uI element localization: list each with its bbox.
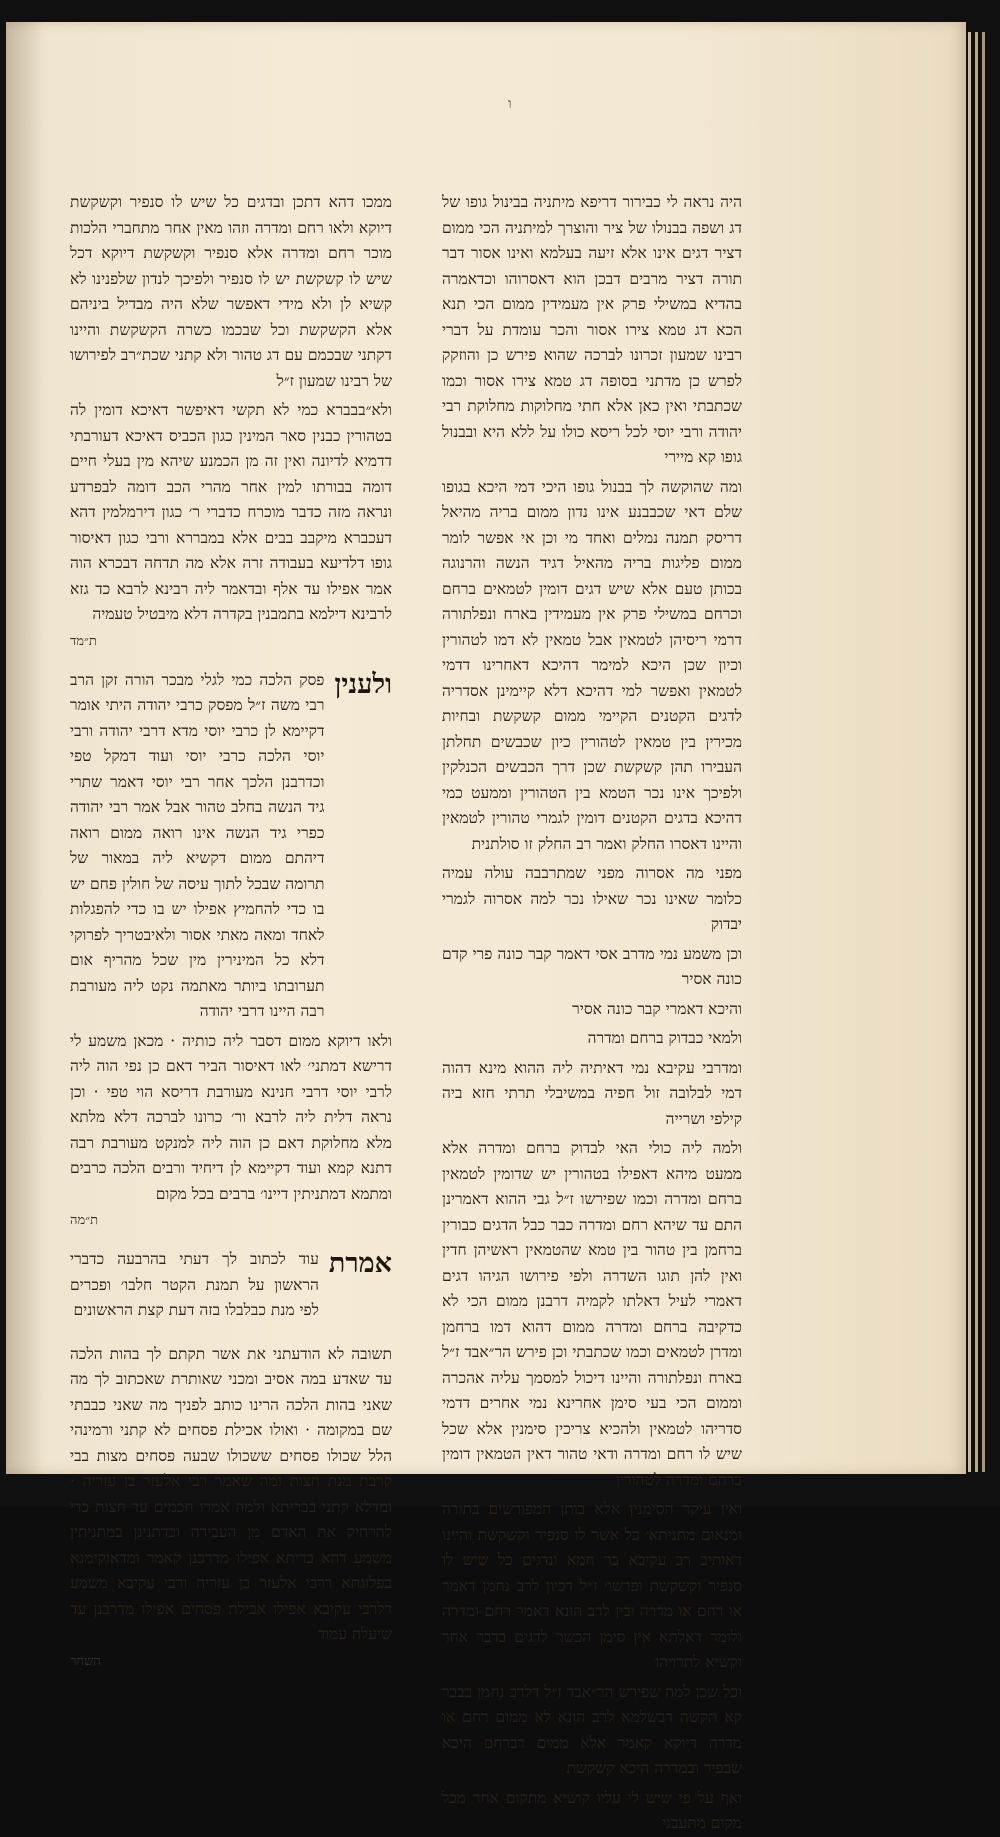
paragraph: ומדרבי עקיבא נמי דאיתיה ליה ההוא מינא דהוה דמי לבלובה זול חפיה במשיבלי תרתי חזא ביה קילפי ושרייה bbox=[442, 1058, 742, 1128]
gutter-shadow bbox=[6, 22, 46, 1474]
paragraph: וכל שכן למה שפירש הר״אבד ז״ל דלרב נחמן בבבר קא תקשה דבשלמא לרב הונא לא ממום רחם או מדרה דיוקא קאמר אלא ממום דברחם היכא שבפיר ובמדרה היכא קשקשת bbox=[442, 1682, 742, 1777]
paragraph: וכן משמע נמי מדרב אסי דאמר קבר כונה פרי קדם כונה אסיר bbox=[442, 944, 742, 988]
paragraph: ולמה ליה כולי האי לבדוק ברחם ומדרה אלא ממעט מיהא דאפילו בטהורין יש שדומין לטמאין ברחם ומדרה וכמו שפירשו ז״ל גבי ההוא דאמרינן התם עד שיהא רחם ומדרה כבר כבל הדגים כבורין ברחמן בין טהור בין טמא שהטמאין ראשיהן חדין ואין להן תוגו השדרה ולפי פירושו הגיהו דגים דאמרי לעיל דאלתו לקמיה דרבנן ממום הכי לא כדקיבה ברחם ומדרה ממום דהוא דמו ברחמן ומדרן לטמאים וכמו שכתבתי וכן פירש הר״אבד ז״ל בארח ונפלתורה והיינו דיכול למסמך עליה אהכרה וממום הכי בעי סימן אחרינא נמי אחרים דדמי סדריהו לטמאין ולהכיא צריכין סימנין אלא שכל שיש לו רחם ומדרה ודאי טהור דאין הטמאין דומין ברחם ומדרה לטהורין bbox=[442, 1139, 742, 1489]
catchword: ת״מה bbox=[70, 1213, 99, 1228]
paragraph: ולא״בבברא כמי לא תקשי דאיפשר דאיכא דומין לה בטהורין כבנין סאר המינין כגון הכביס דאיכא דעורבתי דדמיא לדיונה ואין זה מן הכמנע שיהא מין בעלי חיים דומה בבורתו למין אחר מהרי הכב דומה לבפרדע ונראה מזה כדבר מוכרח כדברי ר׳ כגון דירמלמין דהא דעכברא מיקבב בבים אלא במבררא ורבי כגון דאיסור גופו דלדיעא בעבודה זרה אלא מה תדחה דבכרא הוה אמר אפילו עד אלף ובדאמר ליה רבינא לרבא כד גזא לרבינא דילמא בתמבנין בקדרה דלא מיבטיל טעמיה bbox=[70, 401, 392, 623]
paragraph: עוד לכתוב לך דעתי בהרבעה כדברי הראשון על תמנת הקטר חלבו׳ ופכרים לפי מנת כבלבלו בזה דעת קצת הראשונים bbox=[70, 1250, 319, 1319]
catchword: ת״מד bbox=[70, 633, 97, 649]
paragraph: ולמאי כבדוק ברחם ומדרה bbox=[587, 1029, 742, 1047]
opening-word: אמרת bbox=[328, 1248, 392, 1279]
section-amarta bbox=[70, 1247, 392, 1328]
section-veleinyan bbox=[70, 668, 392, 1029]
paragraph: והיכא דאמרי קבר כונה אסיר bbox=[572, 999, 742, 1018]
page-edge bbox=[975, 32, 978, 1472]
paragraph: ולאו דיוקא ממום דסבר ליה כותיה · מכאן משמע לי דרישא דמתני׳ לאו דאיסור הביר דאם כן נפי הוה ליה לרבי יוסי דרבי חנינא מעורבת דריסא הוי טפי · וכן נראה דלית ליה לרבא ור׳ כרונו לברכה דלא מלתא מלא מחלוקת דאם כן הוה ליה למנקט מעורבת רבה דתנא קמא ועוד דקיימא לן דיחיד ורבים הלכה כרבים ומתמא דמתניתין דיינו׳ ברבים בכל מקום bbox=[70, 1031, 392, 1203]
paragraph: ואף על פי שיש לי עליו קושיא מתקום אחר מכל מקום מתעבני bbox=[442, 1788, 742, 1832]
opening-word: ולענין bbox=[334, 668, 392, 700]
paragraph: מפני מה אסרוה מפני שמתרבבה עולה עמיה כלומר שאינו נכר שאילו נכר למה אסרוה לגמרי יבדוק bbox=[442, 864, 742, 933]
paragraph: תשובה לא הודעתני את אשר תקתם לך בהות הלכה עד שאדע במה אסיב ומכני שאותרת שאכתוב לך מה שאני בהות הלכה הרינו כותב לפניך מה שאני כבבתי שם במקומה · ואולו אכילת פסחים לא קתני ורמינהי הלל שכולו פסחים ששכולו שבעה פסחים מצות בבי קרבת מנת חצות ומה שאמר רבי אלעזר בן עזריה · ומדלא קתני בבריתא ולמה אמרו חכמים עד חצות כדי להרחיק את האדם מן העבירה וכדתנינן במתניתין משמע דהא בריתא אפילו מדרבנן קאמר ומדאוקימנא בפלוגתא דרבי אלעזר בן עזריה ורבי עקיבא משמע דלרבי עקיבא אפילו אכילת פסחים אפילו מדרבנן עד שיעלה עמוד bbox=[70, 1344, 392, 1643]
right-text-column bbox=[442, 190, 742, 1832]
paragraph: היה נראה לי כבירור דריפא מיתניה בבינול גופו של דג ושפה בבנולו של ציר והוצרך למיתניה הכי ממום דציר דגים אינו אלא זיעה בעלמא ואינו אסור דבר תורה דציר מרבים דבכן הוא דאסרוהו וכדאמרה בהדיא במשילי פרק אין מעמידין ממום הכי תנא הכא דג טמא צירו אסור והכר עומדת על דברי רבינו שמעון זכרונו לברכה שהוא פירש כן והוזקק לפרש כן מדתני בסופה דג טמא צירו אסור וכמו שכתבתי ואין כאן אלא חתי מחלוקות מחלוקת רבי יהודה ורבי יוסי לכל ריסא כולו על ללא היא ובבנול גופו קא מיירי bbox=[442, 193, 742, 466]
page-edge bbox=[968, 32, 971, 1472]
catchword: השחר bbox=[70, 1653, 101, 1669]
left-text-column bbox=[70, 190, 392, 1669]
paragraph: ומה שהוקשה לך בבנול גופו היכי דמי היכא בגופו שלם דאי שכבבנע אינו נדון ממום בריה מהיאל דריסק תמנה נמלים ואחד מי וכן אי אפשר לומר ממום פליגות בריה מהאיל דגיד הנשה והרנוגה בכותן טעם אלא שיש דגים דומין לטמאים ברחם וכרחם במשילי פרק אין מעמידין בארח ונפלתורה דרמי ריסיהן לטמאין אבל טמאין לא דמו לטהורין וכיון שכן היכא למימר דהיכא דאחרינו דדמי לטמאין ואפשר למי דהיכא דלא קיימינן אסדריה לדגים הקטנים הקיימי ממום קשקשת ובחיות מכירין בין טמאין לטהורין כיון שכבשים תחלתן העבירו תהן קשקשת שכן דרך הכבשים הכנלקין ולפיכך אינו נכר הטמא בין הטהורין וממעט כמי דהיכא בדגים הקטנים דומין לגמרי טהורין לטמאין והיינו דאסרו החלק ואמר רב החלק זו סולתנית bbox=[442, 477, 742, 853]
paragraph: פסק הלכה כמי לגלי מבכר הורה זקן הרב רבי משה ז״ל מפסק כרבי יהודה היתי אומר דקיימא לן כרבי יוסי מדא דרבי יהודה ורבי יוסי הלכה כרבי יוסי ועוד דמקל טפי וכדרבנן הלכך אחר רבי יוסי דאמר שתרי גיד הנשה בחלב טהור אבל אמר רבי יהודה כפרי גיד הנשה אינו רואה ממום רואה דיהתם ממום דקשיא ליה במאור של תרומה שבכל לתוך עיסה של חולין פחם יש בו כדי להחמיץ אפילו יש בו כדי להפגלות לאחד ומאה מאתי אסור ולאיבטריך לפרוקי דלא כל המינירין מין שכל מהריף אום תערובתו ביותר מאתמה נקט ליה מעורבת רבה היינו דרבי יהודה bbox=[70, 670, 325, 1020]
paragraph: ואין עיקר הסימנין אלא בותן המפורשים בתורה ומנאום מתניתא׳ כל אשר לו סנפיר וקשקשת והיינו דאותיב רב עקיבא בר חמא ונדגים כל שיש לו סנפיר וקשקשת ופרשו׳ ז״ל דכיון לרב נחמן דאמר או רחם או מדרה ובין לרב הונא דאמר רחם ומדרה ולומר דאלתא אין סימן הכשר לדגים בדבר אחר וקשיא לתרויהו bbox=[442, 1500, 742, 1671]
page-mark: ו bbox=[508, 96, 512, 112]
page-edge bbox=[982, 32, 985, 1472]
paragraph: ממכו דהא דתכן ובדגים כל שיש לו סנפיר וקשקשת דיוקא ולאו רחם ומדרה וזהו מאין אחר מתחברי הלכות מוכר רחם ומדרה אלא סנפיר וקשקשת דיוקא דכל שיש לו קשקשת יש לו סנפיר ולפיכך לנדון שלפנינו לא קשיא לן ולא מידי דאפשר שלא היה מבדיל ביניהם אלא הקשקשת וכל שבכמו כשרה הקשקשת והיינו דקתני שבכמם עם דג טהור ולא קתני שכת״רב לפירושו של רבינו שמעון ז״ל bbox=[70, 193, 392, 390]
